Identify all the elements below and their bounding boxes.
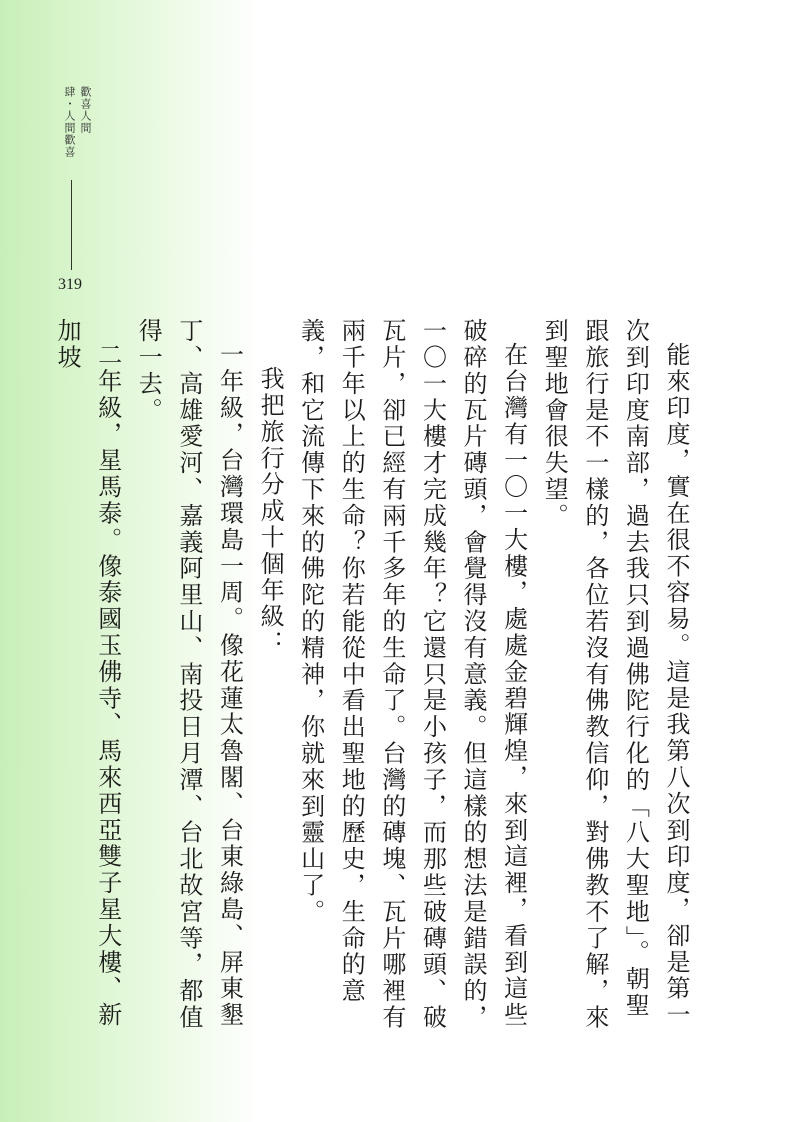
running-head-rule xyxy=(71,180,72,270)
paragraph-5: 二年級，星馬泰。像泰國玉佛寺、馬來西亞雙子星大樓、新加坡 xyxy=(53,318,122,1029)
chapter-title: 肆・人間歡喜 xyxy=(63,86,76,158)
book-title: 歡喜人間 xyxy=(79,86,92,134)
paragraph-2: 在台灣有一〇一大樓，處處金碧輝煌，來到這裡，看到這些破碎的瓦片磚頭，會覺得沒有意義。但這樣的想法是錯誤的，一〇一大樓才完成幾年？它還只是小孩子，而那些破磚頭、破瓦片，卻已經有兩千多年的生命了。台灣的磚塊、瓦片哪裡有兩千年以上的生命？你若能從中看出聖地的歷史，生命的意義，和它流傳下來的佛陀的精神，你就來到靈山了。 xyxy=(296,318,528,1031)
paragraph-1: 能來印度，實在很不容易。這是我第八次到印度，卻是第一次到印度南部，過去我只到過佛陀行化的「八大聖地」。朝聖跟旅行是不一樣的，各位若沒有佛教信仰，對佛教不了解，來到聖地會很失望。 xyxy=(540,318,690,1031)
page-number: 319 xyxy=(58,276,82,293)
body-text xyxy=(47,318,697,1038)
running-head xyxy=(62,86,92,158)
paragraph-4: 一年級，台灣環島一周。像花蓮太魯閣、台東綠島、屏東墾丁、高雄愛河、嘉義阿里山、南投日月潭、台北故宮等，都值得一去。 xyxy=(134,318,244,1031)
paragraph-3: 我把旅行分成十個年級： xyxy=(256,366,285,657)
